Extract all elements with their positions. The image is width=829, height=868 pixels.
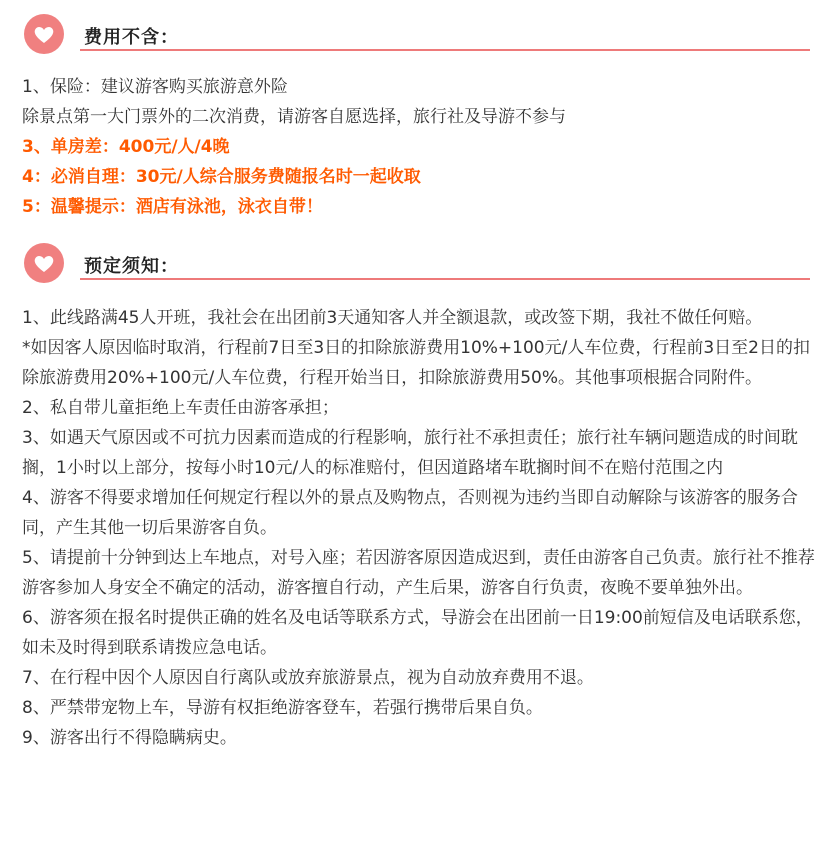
exclusions-header [0,9,829,59]
list-item: 4：必消自理：30元/人综合服务费随报名时一起收取 [22,167,421,187]
exclusions-list [22,72,817,222]
booking-header [0,238,829,288]
list-item: 6、游客须在报名时提供正确的姓名及电话等联系方式，导游会在出团前一日19:00前短信及电话联系您，如未及时得到联系请拨应急电话。 [22,608,813,658]
list-item: 4、游客不得要求增加任何规定行程以外的景点及购物点，否则视为违约当即自动解除与该游客的服务合同，产生其他一切后果游客自负。 [22,488,798,538]
exclusions-title: 费用不含： [84,27,179,48]
heart-icon [24,14,64,54]
list-item: 7、在行程中因个人原因自行离队或放弃旅游景点，视为自动放弃费用不退。 [22,668,594,688]
list-item: 5、请提前十分钟到达上车地点，对号入座；若因游客原因造成迟到，责任由游客自己负责。旅行社不推荐游客参加人身安全不确定的活动，游客擅自行动，产生后果，游客自行负责，夜晚不要单独外出。 [22,548,815,598]
list-item: 1、保险：建议游客购买旅游意外险 [22,77,288,97]
list-item: 除景点第一大门票外的二次消费，请游客自愿选择，旅行社及导游不参与 [22,107,566,127]
list-item: 9、游客出行不得隐瞒病史。 [22,728,237,748]
list-item: 5：温馨提示：酒店有泳池，泳衣自带！ [22,197,323,217]
list-item: 1、此线路满45人开班，我社会在出团前3天通知客人并全额退款，或改签下期，我社不做任何赔。 [22,308,763,328]
section-divider [80,278,810,280]
list-item: 8、严禁带宠物上车，导游有权拒绝游客登车，若强行携带后果自负。 [22,698,543,718]
heart-icon [24,243,64,283]
list-item: 3、如遇天气原因或不可抗力因素而造成的行程影响，旅行社不承担责任；旅行社车辆问题造成的时间耽搁，1小时以上部分，按每小时10元/人的标准赔付，但因道路堵车耽搁时间不在赔付范围之内 [22,428,798,478]
list-item: 2、私自带儿童拒绝上车责任由游客承担； [22,398,339,418]
list-item: 3、单房差：400元/人/4晚 [22,137,230,157]
booking-list [22,303,817,753]
booking-title: 预定须知： [84,256,179,277]
section-divider [80,49,810,51]
list-item: *如因客人原因临时取消，行程前7日至3日的扣除旅游费用10%+100元/人车位费，行程前3日至2日的扣除旅游费用20%+100元/人车位费，行程开始当日，扣除旅游费用50%。其他事项根据合同附件。 [22,338,810,388]
